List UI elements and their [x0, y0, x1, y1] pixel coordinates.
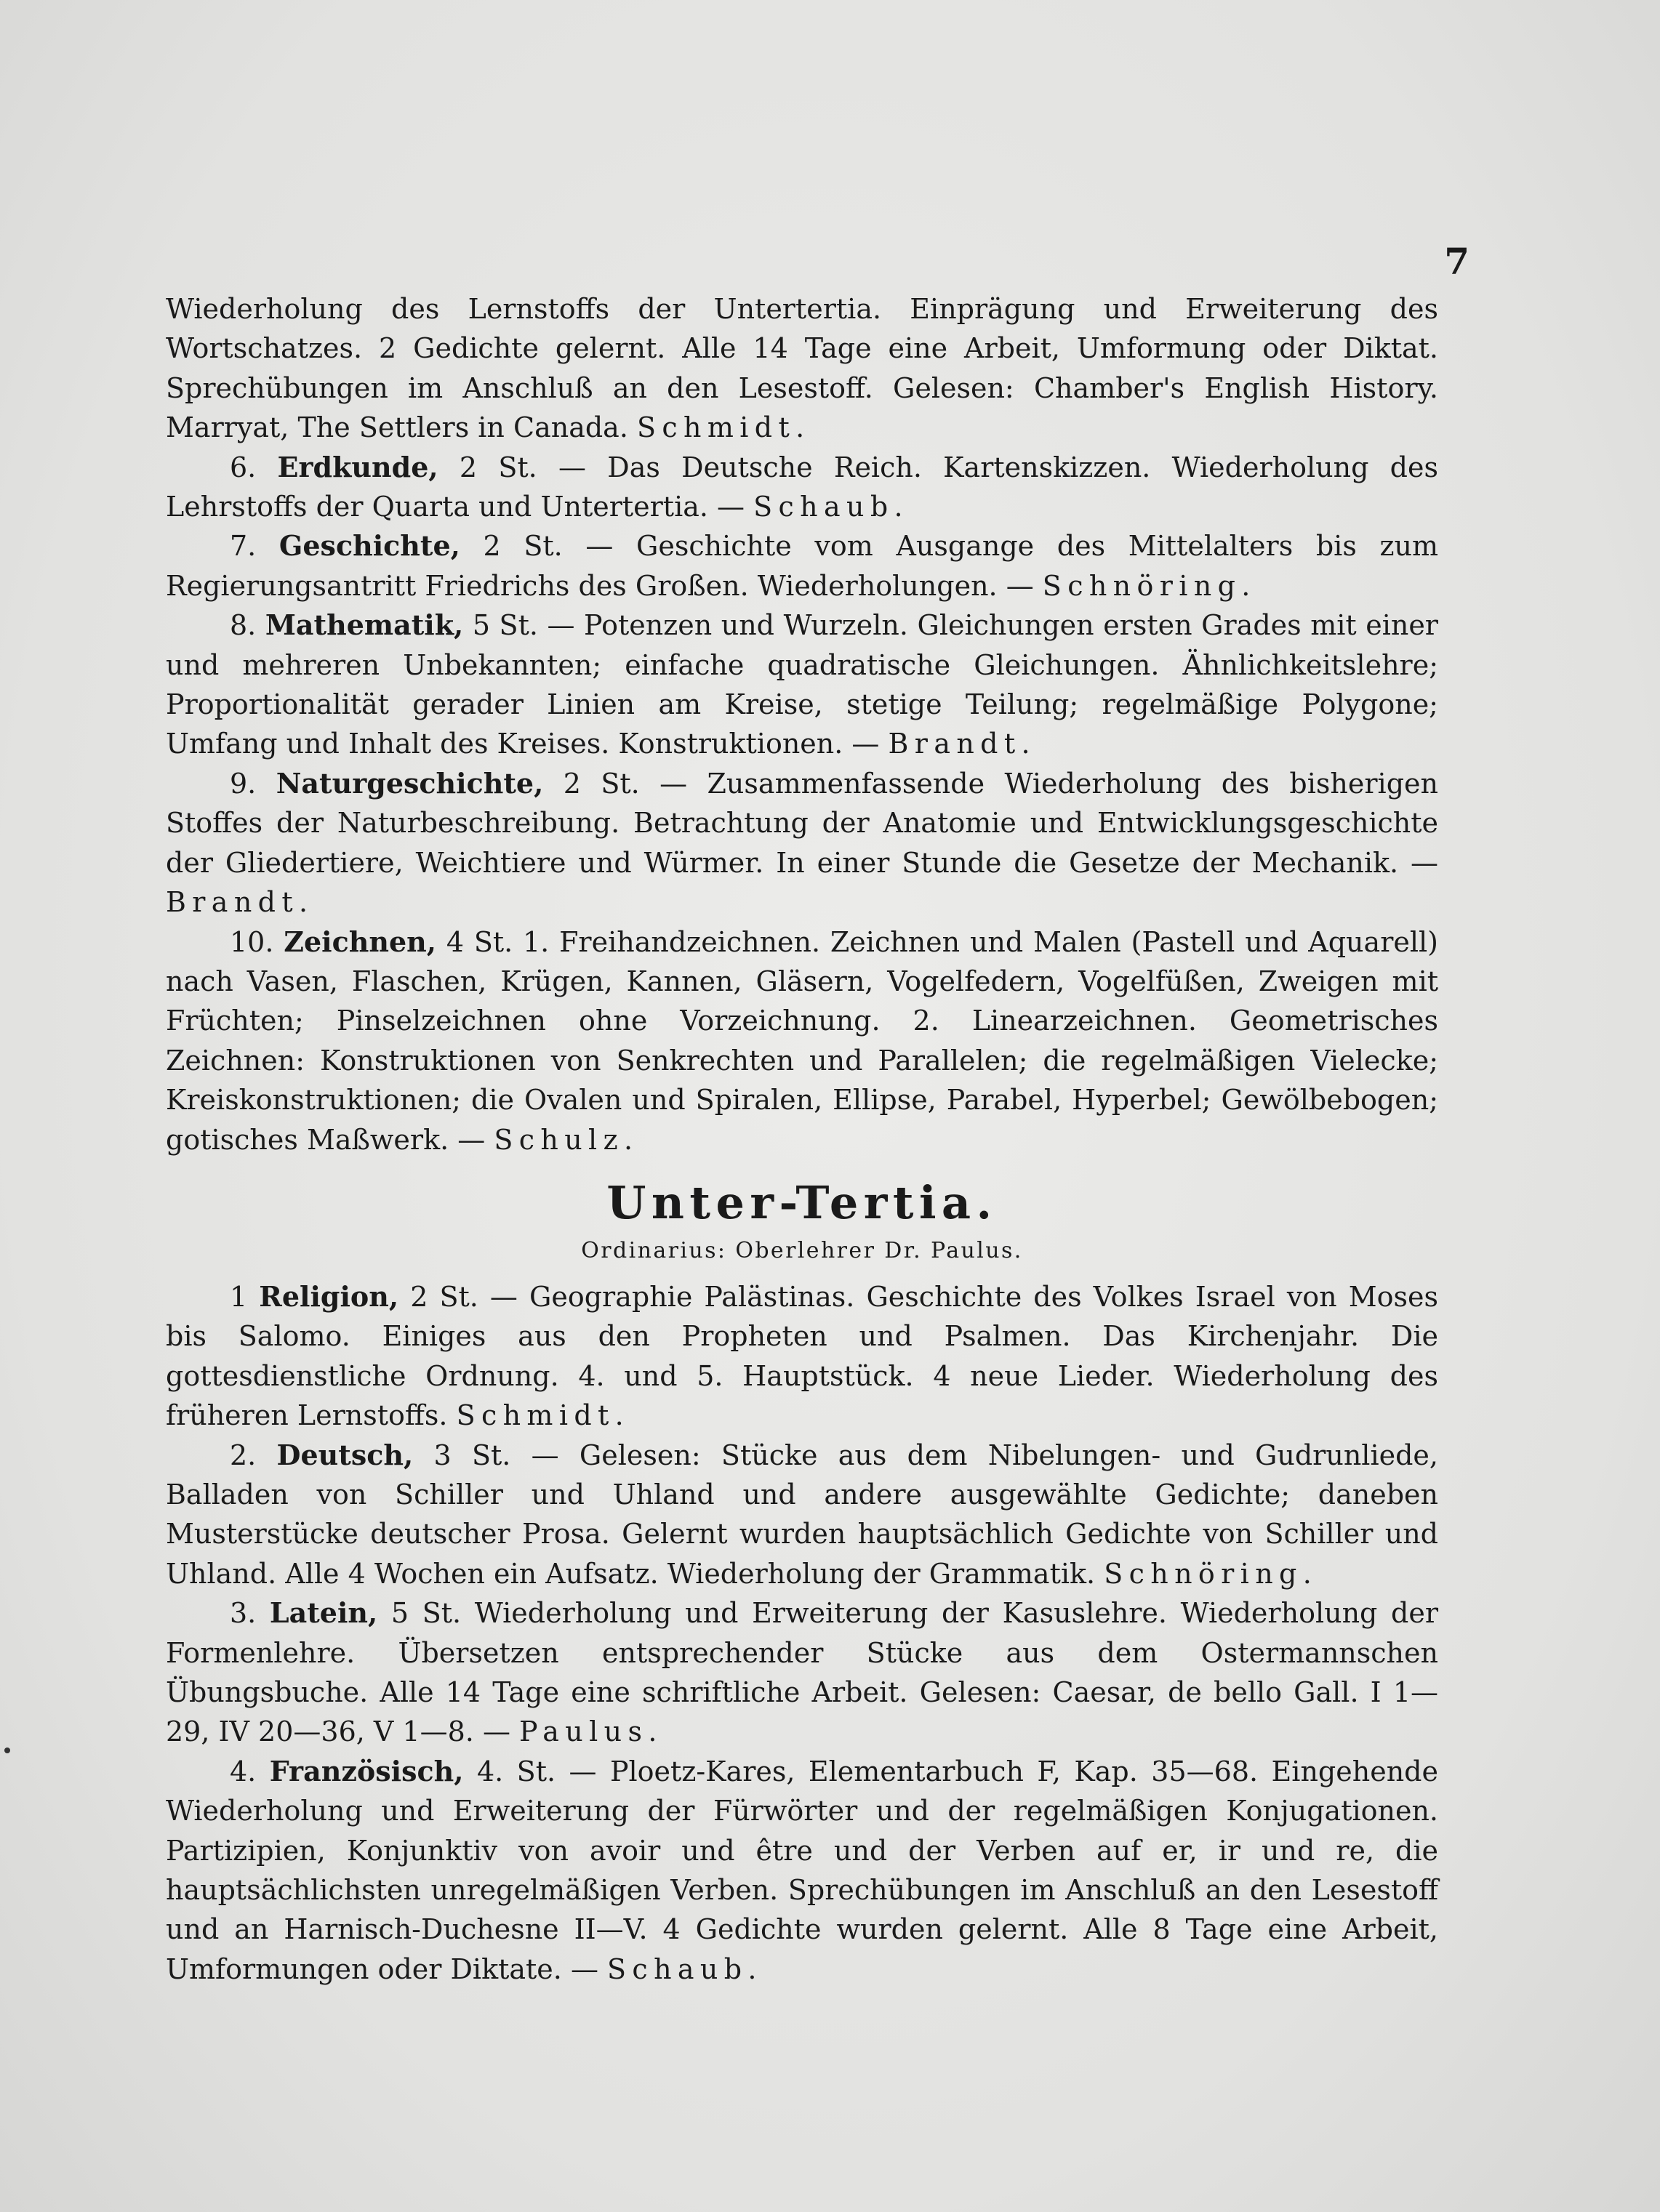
teacher-name: Brandt. [888, 728, 1036, 760]
paragraph-text: 2 St. — Zusammenfassende Wiederholung des bisherigen Stoffes der Naturbeschreibung. Betrachtung der Anatomie und Entwicklungsgeschichte der Gliedertiere, Weichtiere und Würmer. In einer Stunde die Gesetze der Mechanik. — [166, 767, 1438, 879]
item-number: 10. [230, 925, 274, 958]
subject-name: Französisch, [269, 1754, 464, 1787]
paragraph-franzoesisch [166, 1752, 1438, 1989]
paragraph-erdkunde [166, 448, 1438, 527]
item-number: 4. [230, 1755, 257, 1787]
page-content [166, 289, 1438, 1989]
subject-name: Deutsch, [276, 1438, 414, 1471]
paragraph-zeichnen [166, 922, 1438, 1159]
section-subtitle: Ordinarius: Oberlehrer Dr. Paulus. [581, 1237, 1023, 1263]
paragraph-mathematik [166, 606, 1438, 764]
paragraph-geschichte [166, 526, 1438, 606]
section-title: Unter-Tertia. [606, 1175, 998, 1229]
teacher-name: Schaub. [607, 1952, 763, 1985]
scan-edge-mark [4, 1748, 10, 1753]
paragraph-text: 5 St. — Potenzen und Wurzeln. Gleichungen ersten Grades mit einer und mehreren Unbekannten; einfache quadratische Gleichungen. Ähnlichkeitslehre; Proportionalität gerader Linien am Kreise, stetige Teilung; regelmäßige Polygone; Umfang und Inhalt des Kreises. Konstruktionen. — [166, 609, 1438, 760]
subject-name: Latein, [269, 1596, 378, 1630]
paragraph-text: 4 St. 1. Freihandzeichnen. Zeichnen und Malen (Pastell und Aquarell) nach Vasen, Flaschen, Krügen, Kannen, Gläsern, Vogelfedern, Vogelfüßen, Zweigen mit Früchten; Pinselzeichnen ohne Vorzeichnung. 2. Linearzeichnen. Geometrisches Zeichnen: Konstruktionen von Senkrechten und Parallelen; die regelmäßigen Vielecke; Kreiskonstruktionen; die Ovalen und Spiralen, Ellipse, Parabel, Hyperbel; Gewölbebogen; gotisches Maßwerk. — [166, 925, 1438, 1156]
item-number: 1 [230, 1280, 248, 1313]
page-number: 7 [1444, 240, 1469, 283]
paragraph-text: 5 St. Wiederholung und Erweiterung der Kasuslehre. Wiederholung der Formenlehre. Übersetzen entsprechender Stücke aus dem Ostermannschen Übungsbuche. Alle 14 Tage eine schriftliche Arbeit. Gelesen: Caesar, de bello Gall. I 1—29, IV 20—36, V 1—8. — [166, 1597, 1438, 1748]
item-number: 6. [230, 451, 257, 483]
item-number: 8. [230, 609, 257, 642]
teacher-name: Schmidt. [456, 1399, 630, 1432]
teacher-name: Schnöring. [1104, 1557, 1318, 1590]
item-number: 3. [230, 1597, 257, 1630]
subject-name: Religion, [259, 1279, 399, 1313]
paragraph-latein [166, 1593, 1438, 1752]
teacher-name: Schulz. [494, 1123, 639, 1156]
item-number: 2. [230, 1439, 257, 1471]
paragraph-text: 4. St. — Ploetz-Kares, Elementarbuch F, Kap. 35—68. Eingehende Wiederholung und Erweiterung der Fürwörter und der regelmäßigen Konjugationen. Partizipien, Konjunktiv von avoir und être und der Verben auf er, ir und re, die hauptsächlichsten unregelmäßigen Verben. Sprechübungen im Anschluß an den Lesestoff und an Harnisch-Duchesne II—V. 4 Gedichte wurden gelernt. Alle 8 Tage eine Arbeit, Umformungen oder Diktate. — [166, 1755, 1438, 1985]
teacher-name: Schnöring. [1042, 569, 1256, 602]
item-number: 9. [230, 767, 257, 800]
teacher-name: Schaub. [753, 491, 909, 523]
paragraph-text: Wiederholung des Lernstoffs der Untertertia. Einprägung und Erweiterung des Wortschatzes. 2 Gedichte gelernt. Alle 14 Tage eine Arbeit, Umformung oder Diktat. Sprechübungen im Anschluß an den Lesestoff. Gelesen: Chamber's English History. Marryat, The Settlers in Canada. [166, 293, 1438, 444]
subject-name: Mathematik, [265, 608, 464, 642]
subject-name: Zeichnen, [284, 925, 437, 958]
subject-name: Naturgeschichte, [276, 766, 544, 800]
subject-name: Geschichte, [278, 529, 460, 563]
paragraph-naturgeschichte [166, 764, 1438, 922]
teacher-name: Schmidt. [637, 411, 811, 444]
subject-name: Erdkunde, [277, 450, 438, 483]
paragraph-text: 2 St. — Geschichte vom Ausgange des Mittelalters bis zum Regierungsantritt Friedrichs des Großen. Wiederholungen. — [166, 530, 1438, 602]
paragraph-englisch-continued [166, 289, 1438, 448]
teacher-name: Brandt. [166, 886, 314, 919]
paragraph-religion [166, 1277, 1438, 1436]
item-number: 7. [230, 530, 257, 563]
paragraph-text: 2 St. — Das Deutsche Reich. Kartenskizzen. Wiederholung des Lehrstoffs der Quarta und Untertertia. — [166, 451, 1438, 523]
paragraph-text: 3 St. — Gelesen: Stücke aus dem Nibelungen- und Gudrunliede, Balladen von Schiller und Uhland und andere ausgewählte Gedichte; daneben Musterstücke deutscher Prosa. Gelernt wurden hauptsächlich Gedichte von Schiller und Uhland. Alle 4 Wochen ein Aufsatz. Wiederholung der Grammatik. [166, 1439, 1438, 1590]
teacher-name: Paulus. [519, 1716, 663, 1748]
paragraph-text: 2 St. — Geographie Palästinas. Geschichte des Volkes Israel von Moses bis Salomo. Einiges aus den Propheten und Psalmen. Das Kirchenjahr. Die gottesdienstliche Ordnung. 4. und 5. Hauptstück. 4 neue Lieder. Wiederholung des früheren Lernstoffs. [166, 1280, 1438, 1432]
paragraph-deutsch [166, 1436, 1438, 1594]
